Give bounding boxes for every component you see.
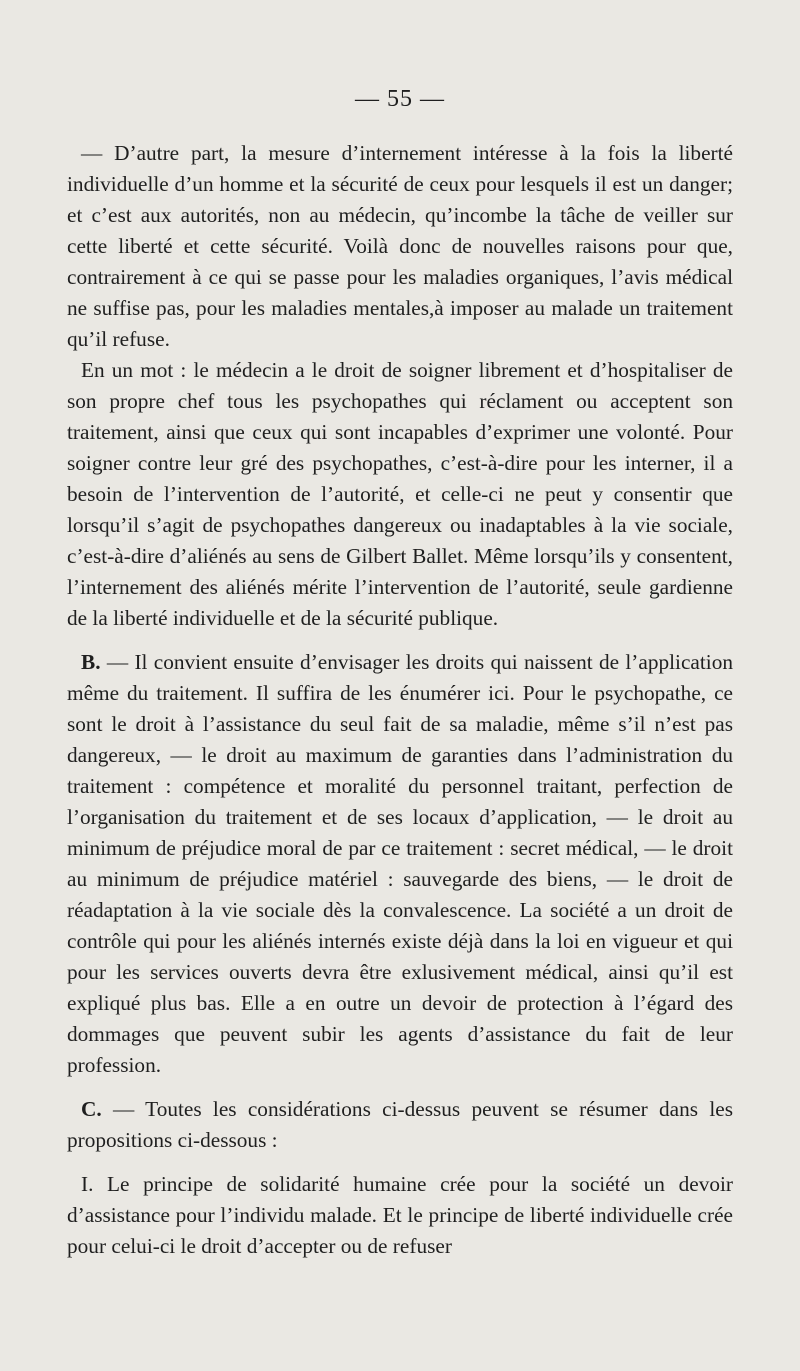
paragraph-section-c-text: — Toutes les considérations ci-dessus peuvent se résumer dans les propositions ci-dessous : — [67, 1097, 733, 1152]
paragraph-proposition-1: I. Le principe de solidarité humaine crée pour la société un devoir d’assistance pour l’individu malade. Et le principe de liberté individuelle crée pour celui-ci le droit d’accepter ou de refuser — [67, 1172, 733, 1258]
paragraph-section-c — [67, 1094, 733, 1156]
paragraph-section-b — [67, 647, 733, 1081]
body-text — [67, 138, 733, 1262]
paragraph-section-b-text: — Il convient ensuite d’envisager les droits qui naissent de l’application même du traitement. Il suffira de les énumérer ici. Pour le psychopathe, ce sont le droit à l’assistance du seul fait de sa maladie, même s’il n’est pas dangereux, — le droit au maximum de garanties dans l’administration du traitement : compétence et moralité du personnel traitant, perfection de l’organisation du traitement et de ses locaux d’application, — le droit au minimum de préjudice moral de par ce traitement : secret médical, — le droit au minimum de préjudice matériel : sauvegarde des biens, — le droit de réadaptation à la vie sociale dès la convalescence. La société a un droit de contrôle qui pour les aliénés internés existe déjà dans la loi en vigueur et qui pour les services ouverts devra être exlusivement médical, ainsi qu’il est expliqué plus bas. Elle a en outre un devoir de protection à l’égard des dommages que peuvent subir les agents d’assistance du fait de leur profession. — [67, 650, 733, 1077]
paragraph-2: En un mot : le médecin a le droit de soigner librement et d’hospitaliser de son propre chef tous les psychopathes qui réclament ou acceptent son traitement, ainsi que ceux qui sont incapables d’exprimer une volonté. Pour soigner contre leur gré des psychopathes, c’est-à-dire pour les interner, il a besoin de l’intervention de l’autorité, et celle-ci ne peut y consentir que lorsqu’il s’agit de psychopathes dangereux ou inadaptables à la vie sociale, c’est-à-dire d’aliénés au sens de Gilbert Ballet. Même lorsqu’ils y consentent, l’internement des aliénés mérite l’intervention de l’autorité, seule gardienne de la liberté individuelle et de la sécurité publique. — [67, 358, 733, 630]
section-marker-b: B. — [81, 650, 101, 674]
section-marker-c: C. — [81, 1097, 102, 1121]
paragraph-1: — D’autre part, la mesure d’internement intéresse à la fois la liberté individuelle d’un homme et la sécurité de ceux pour lesquels il est un danger; et c’est aux autorités, non au médecin, qu’incombe la tâche de veiller sur cette liberté et cette sécurité. Voilà donc de nouvelles raisons pour que, contrairement à ce qui se passe pour les maladies organiques, l’avis médical ne suffise pas, pour les maladies mentales,à imposer au malade un traitement qu’il refuse. — [67, 141, 733, 351]
page-number: — 55 — — [355, 86, 445, 112]
